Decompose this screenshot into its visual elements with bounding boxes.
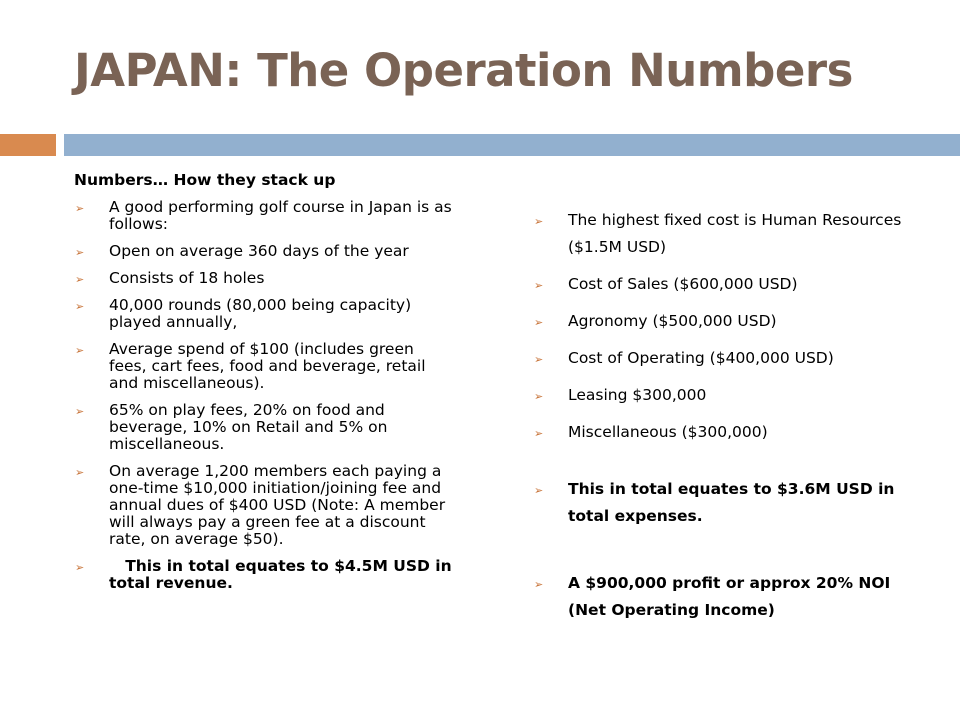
list-item: ➢ Average spend of $100 (includes green fees, cart fees, food and beverage, retail and miscellaneous). (75, 340, 426, 392)
arrow-bullet-icon: ➢ (75, 466, 85, 479)
accent-bar-right (64, 134, 960, 156)
arrow-bullet-icon: ➢ (534, 427, 544, 440)
arrow-bullet-icon: ➢ (75, 561, 85, 574)
arrow-bullet-icon: ➢ (75, 246, 85, 259)
arrow-bullet-icon: ➢ (534, 390, 544, 403)
list-item: ➢ 40,000 rounds (80,000 being capacity) played annually, (75, 296, 412, 331)
list-item: ➢ On average 1,200 members each paying a one-time $10,000 initiation/joining fee and annual dues of $400 USD (Note: A member will always pay a green fee at a discount rate, on average $50). (75, 462, 446, 548)
arrow-bullet-icon: ➢ (534, 215, 544, 228)
list-item: ➢ Agronomy ($500,000 USD) (533, 308, 913, 335)
list-item: ➢ A good performing golf course in Japan is as follows: (75, 198, 452, 233)
arrow-bullet-icon: ➢ (75, 273, 85, 286)
list-item: ➢ 65% on play fees, 20% on food and beverage, 10% on Retail and 5% on miscellaneous. (75, 401, 388, 453)
arrow-bullet-icon: ➢ (75, 344, 85, 357)
left-bullet-list (74, 199, 456, 592)
arrow-bullet-icon: ➢ (534, 578, 544, 591)
arrow-bullet-icon: ➢ (534, 353, 544, 366)
arrow-bullet-icon: ➢ (534, 484, 544, 497)
list-item: ➢ Open on average 360 days of the year (75, 242, 409, 260)
accent-bar-left (0, 134, 56, 156)
slide-title: JAPAN: The Operation Numbers (74, 44, 853, 97)
list-item: ➢ Consists of 18 holes (75, 269, 265, 287)
list-item: ➢ Leasing $300,000 (533, 382, 913, 409)
right-column (533, 207, 913, 634)
right-bullet-list (533, 207, 913, 624)
list-item: ➢ Miscellaneous ($300,000) (533, 419, 913, 446)
arrow-bullet-icon: ➢ (75, 300, 85, 313)
list-item: ➢ Cost of Operating ($400,000 USD) (533, 345, 913, 372)
list-item: ➢ The highest fixed cost is Human Resources ($1.5M USD) (533, 207, 913, 261)
total-expenses-item: ➢ This in total equates to $3.6M USD in total expenses. (533, 476, 913, 530)
left-subheading: Numbers… How they stack up (74, 171, 336, 189)
arrow-bullet-icon: ➢ (75, 202, 85, 215)
left-column (74, 172, 456, 602)
arrow-bullet-icon: ➢ (534, 279, 544, 292)
profit-item: ➢ A $900,000 profit or approx 20% NOI (Net Operating Income) (533, 570, 913, 624)
arrow-bullet-icon: ➢ (534, 316, 544, 329)
arrow-bullet-icon: ➢ (75, 405, 85, 418)
total-revenue-item: ➢ This in total equates to $4.5M USD in total revenue. (75, 557, 458, 592)
list-item: ➢ Cost of Sales ($600,000 USD) (533, 271, 913, 298)
